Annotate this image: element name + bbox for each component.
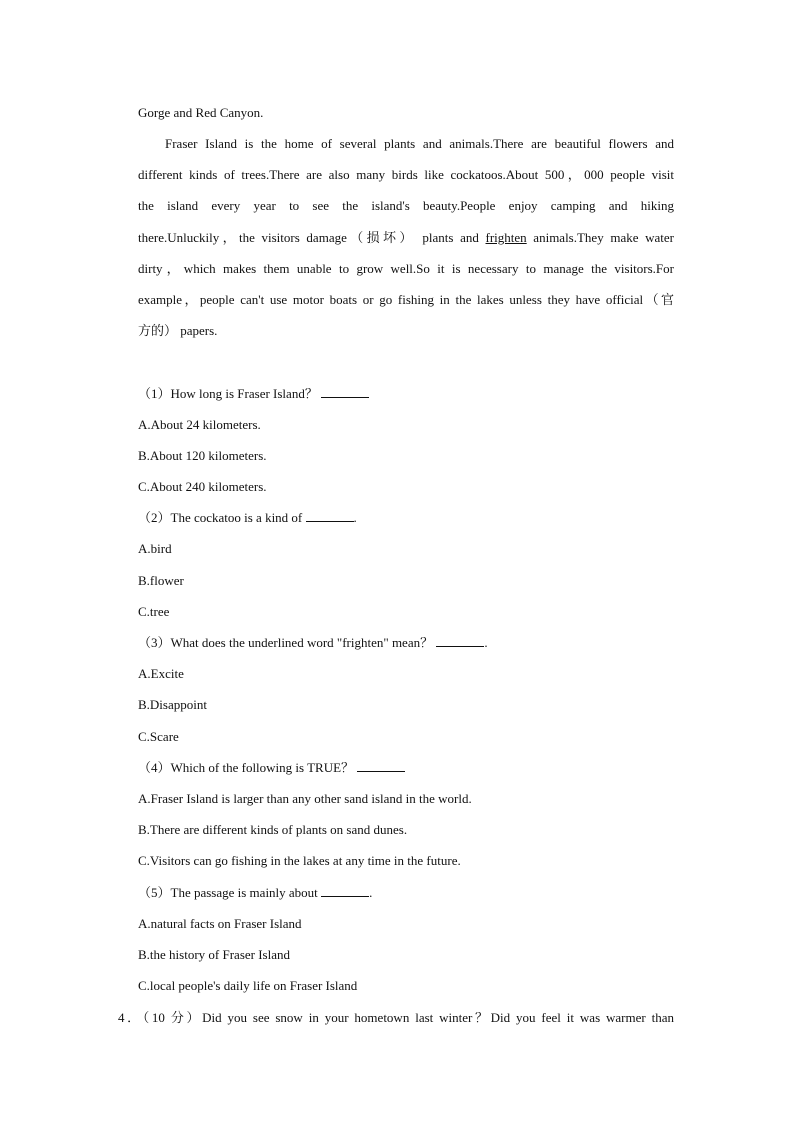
passage-line-7: 方的） papers. xyxy=(138,323,218,338)
question-5-option-b: B.the history of Fraser Island xyxy=(138,947,291,962)
answer-blank[interactable] xyxy=(357,760,405,772)
answer-blank[interactable] xyxy=(436,635,484,647)
question-2-option-c: C.tree xyxy=(138,604,170,619)
question-4-stem xyxy=(138,760,674,776)
passage-line-4-end: animals.They make water xyxy=(526,230,674,245)
passage-line-4-start: there.Unluckily，the visitors damage（损坏） plants and xyxy=(138,230,486,245)
passage-line-1: Fraser Island is the home of several plants and animals.There are beautiful flowers and xyxy=(165,136,674,151)
question-2-stem xyxy=(138,510,674,526)
question-5-stem xyxy=(138,885,674,901)
question-3-stem xyxy=(138,635,674,651)
question-5-option-a: A.natural facts on Fraser Island xyxy=(138,916,302,931)
question-stem-text: （1）How long is Fraser Island？ xyxy=(138,386,318,401)
passage-line-2: different kinds of trees.There are also many birds like cockatoos.About 500，000 people visit xyxy=(138,167,674,182)
question-suffix: . xyxy=(369,885,373,900)
question-stem-text: （4）Which of the following is TRUE？ xyxy=(138,760,355,775)
question-suffix: . xyxy=(353,510,357,525)
passage-line-5: dirty，which makes them unable to grow well.So it is necessary to manage the visitors.For xyxy=(138,261,674,276)
question-4-option-b: B.There are different kinds of plants on sand dunes. xyxy=(138,822,408,837)
question-1-option-a: A.About 24 kilometers. xyxy=(138,417,261,432)
question-stem-text: （5）The passage is mainly about xyxy=(138,885,322,900)
question-4-option-a: A.Fraser Island is larger than any other sand island in the world. xyxy=(138,791,472,806)
question-4-option-c: C.Visitors can go fishing in the lakes at any time in the future. xyxy=(138,853,461,868)
passage-intro-line: Gorge and Red Canyon. xyxy=(138,105,264,120)
question-2-option-b: B.flower xyxy=(138,573,184,588)
underlined-word-frighten: frighten xyxy=(485,230,527,245)
question-1-option-b: B.About 120 kilometers. xyxy=(138,448,267,463)
next-question-line: 4．（10 分）Did you see snow in your hometown last winter？Did you feel it was warmer than xyxy=(118,1010,674,1025)
answer-blank[interactable] xyxy=(321,386,369,398)
question-suffix: . xyxy=(484,635,488,650)
question-3-option-c: C.Scare xyxy=(138,729,179,744)
question-5-option-c: C.local people's daily life on Fraser Island xyxy=(138,978,358,993)
passage-line-4 xyxy=(138,230,674,246)
question-3-option-b: B.Disappoint xyxy=(138,697,207,712)
answer-blank[interactable] xyxy=(306,510,354,522)
question-1-stem xyxy=(138,386,674,402)
question-3-option-a: A.Excite xyxy=(138,666,184,681)
question-1-option-c: C.About 240 kilometers. xyxy=(138,479,267,494)
answer-blank[interactable] xyxy=(321,885,369,897)
question-stem-text: （2）The cockatoo is a kind of xyxy=(138,510,306,525)
passage-line-6: example，people can't use motor boats or go fishing in the lakes unless they have official（官 xyxy=(138,292,674,307)
question-stem-text: （3）What does the underlined word "frighten" mean？ xyxy=(138,635,434,650)
question-2-option-a: A.bird xyxy=(138,541,172,556)
passage-line-3: the island every year to see the island's beauty.People enjoy camping and hiking xyxy=(138,198,674,213)
